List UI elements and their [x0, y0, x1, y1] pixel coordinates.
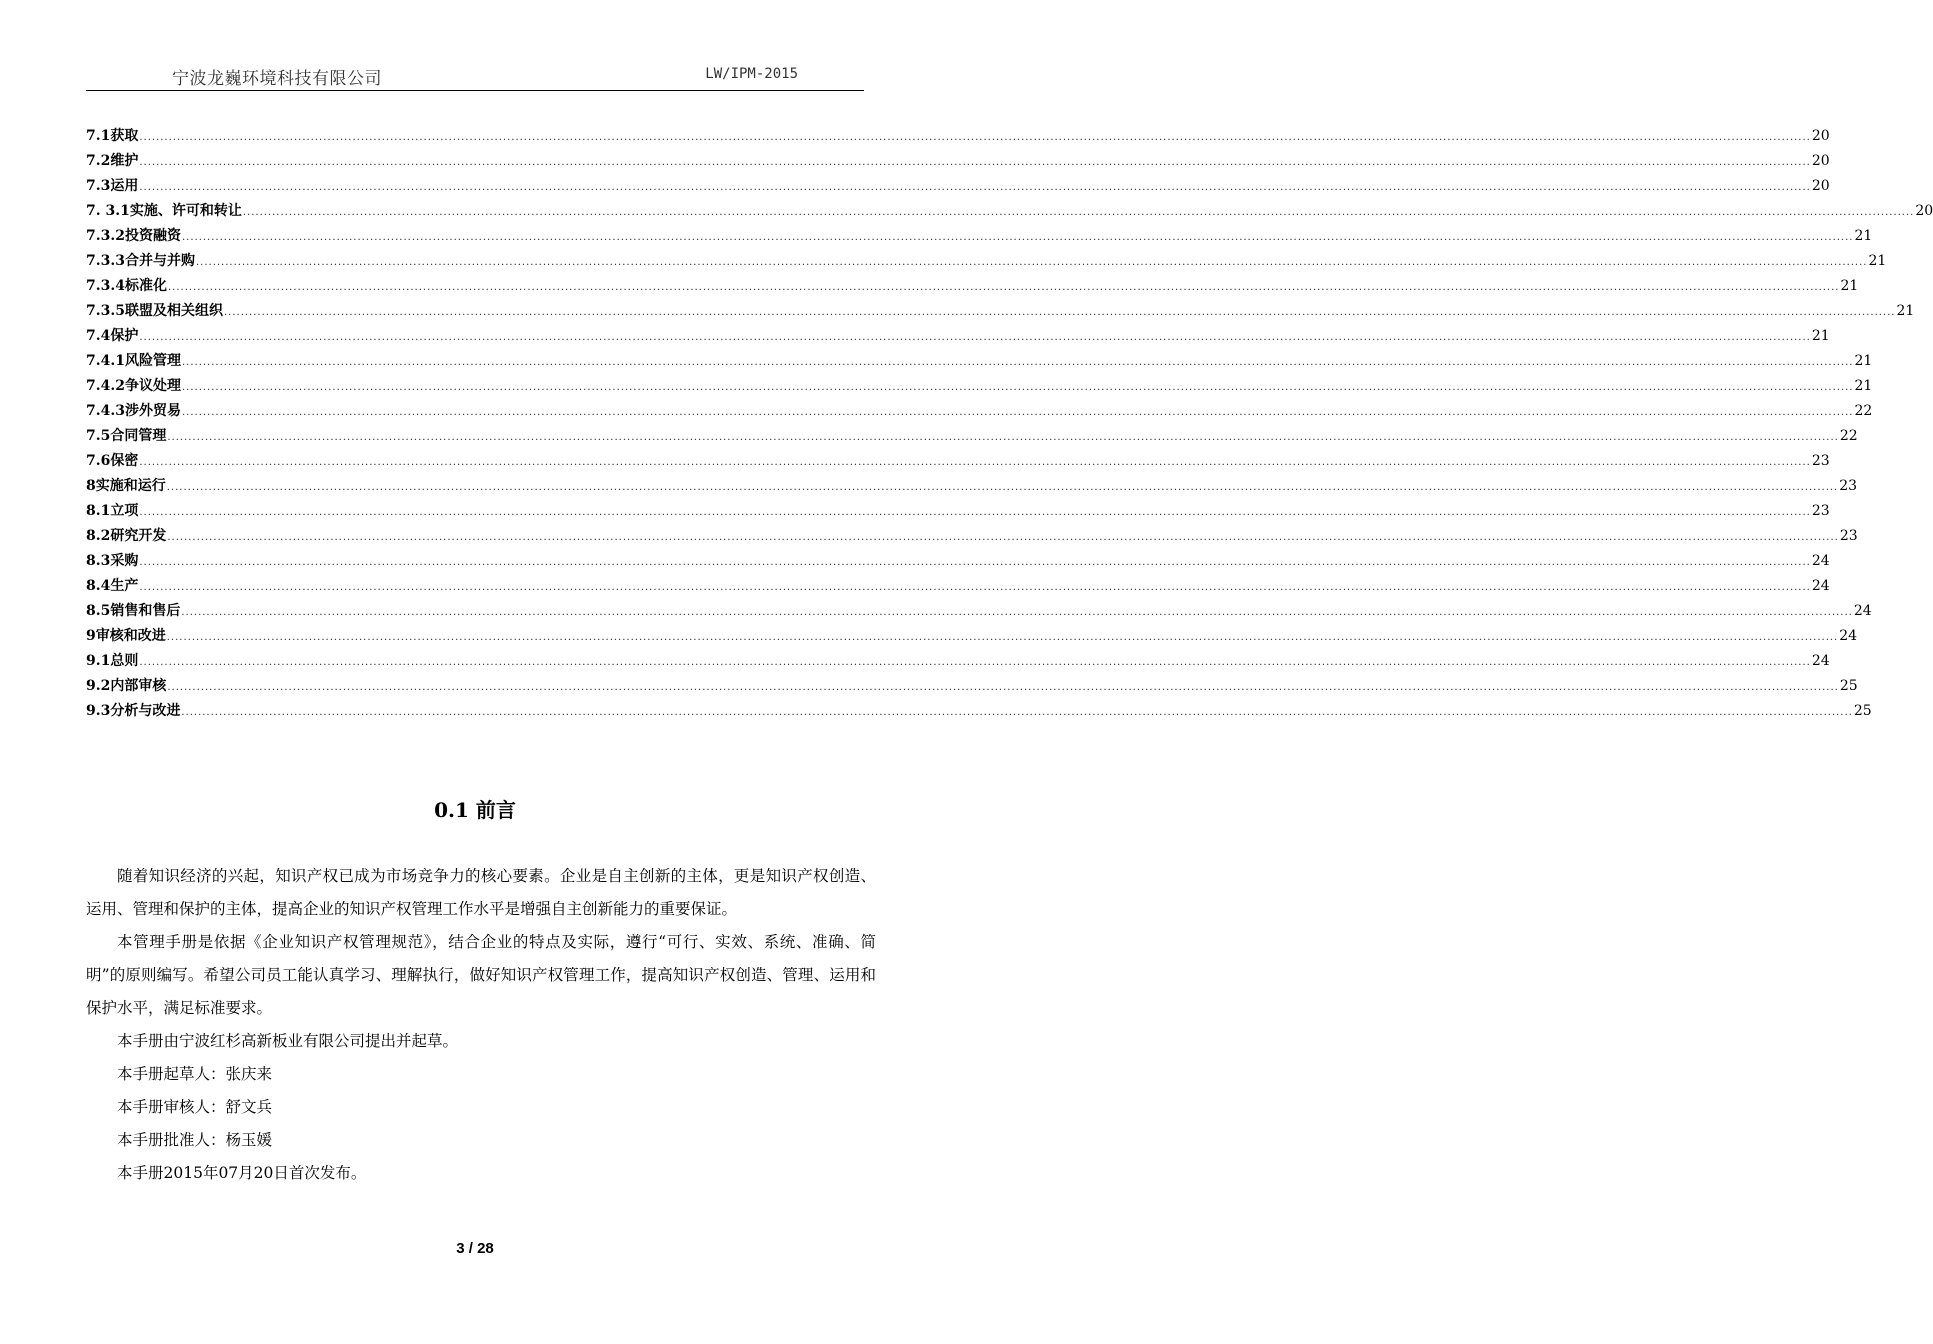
- paragraph: 本手册由宁波红杉高新板业有限公司提出并起草。: [117, 1032, 459, 1050]
- toc-entry-page: 21: [1868, 253, 1887, 269]
- toc-entry-page: 22: [1839, 428, 1858, 444]
- toc-entry[interactable]: [86, 524, 1858, 549]
- toc-dot-leader: ................................................................................................................................................................................................................................................................................................................................................................................................................: [167, 532, 1839, 543]
- toc-entry-page: 20: [1811, 178, 1830, 194]
- toc-entry-label: 8.4生产: [86, 578, 139, 594]
- toc-entry[interactable]: [86, 624, 1858, 649]
- toc-dot-leader: ................................................................................................................................................................................................................................................................................................................................................................................................................: [139, 157, 1811, 168]
- toc-entry[interactable]: [86, 599, 1872, 624]
- paragraph: 本手册2015年07月20日首次发布。: [117, 1164, 367, 1182]
- page-header: [86, 62, 864, 91]
- toc-entry-label: 7.4保护: [86, 328, 139, 344]
- toc-entry[interactable]: [86, 499, 1830, 524]
- toc-entry-label: 7.6保密: [86, 453, 139, 469]
- toc-dot-leader: ................................................................................................................................................................................................................................................................................................................................................................................................................: [181, 382, 1854, 393]
- section-title: 0.1 前言: [434, 798, 516, 822]
- toc-entry-page: 21: [1854, 378, 1873, 394]
- toc-entry[interactable]: [86, 324, 1830, 349]
- toc-entry[interactable]: [86, 549, 1830, 574]
- toc-entry-page: 25: [1839, 678, 1858, 694]
- toc-entry-page: 21: [1854, 353, 1873, 369]
- toc-entry[interactable]: [86, 349, 1873, 374]
- toc-entry-label: 9.1总则: [86, 653, 139, 669]
- toc-entry-page: 24: [1811, 653, 1830, 669]
- toc-entry[interactable]: [86, 649, 1830, 674]
- toc-dot-leader: ................................................................................................................................................................................................................................................................................................................................................................................................................: [139, 182, 1811, 193]
- toc-entry[interactable]: [86, 174, 1830, 199]
- toc-entry[interactable]: [86, 224, 1873, 249]
- toc-dot-leader: ................................................................................................................................................................................................................................................................................................................................................................................................................: [181, 232, 1854, 243]
- company-name: 宁波龙巍环境科技有限公司: [172, 69, 382, 89]
- toc-entry-page: 21: [1854, 228, 1873, 244]
- toc-dot-leader: ................................................................................................................................................................................................................................................................................................................................................................................................................: [242, 207, 1915, 218]
- toc-entry-page: 24: [1839, 628, 1858, 644]
- toc-entry[interactable]: [86, 399, 1873, 424]
- toc-entry-page: 23: [1839, 478, 1858, 494]
- toc-entry[interactable]: [86, 674, 1858, 699]
- toc-entry[interactable]: [86, 424, 1858, 449]
- toc-entry-page: 21: [1840, 278, 1859, 294]
- paragraph: 本手册起草人：张庆来: [117, 1065, 273, 1083]
- toc-entry-page: 20: [1915, 203, 1933, 219]
- toc-entry[interactable]: [86, 274, 1859, 299]
- toc-dot-leader: ................................................................................................................................................................................................................................................................................................................................................................................................................: [139, 582, 1811, 593]
- toc-entry[interactable]: [86, 299, 1915, 324]
- toc-dot-leader: ................................................................................................................................................................................................................................................................................................................................................................................................................: [166, 482, 1839, 493]
- paragraph: 随着知识经济的兴起，知识产权已成为市场竞争力的核心要素。企业是自主创新的主体，更是知识产权创造、运用、管理和保护的主体，提高企业的知识产权管理工作水平是增强自主创新能力的重要保证。: [86, 867, 876, 918]
- toc-dot-leader: ................................................................................................................................................................................................................................................................................................................................................................................................................: [195, 257, 1868, 268]
- toc-entry[interactable]: [86, 374, 1873, 399]
- toc-entry-label: 7.2维护: [86, 153, 139, 169]
- toc-entry[interactable]: [86, 149, 1830, 174]
- toc-dot-leader: ................................................................................................................................................................................................................................................................................................................................................................................................................: [139, 657, 1811, 668]
- toc-entry-page: 25: [1853, 703, 1872, 719]
- paragraph: 本管理手册是依据《企业知识产权管理规范》，结合企业的特点及实际，遵行“可行、实效、系统、准确、简明”的原则编写。希望公司员工能认真学习、理解执行，做好知识产权管理工作，提高知识产权创造、管理、运用和保护水平，满足标准要求。: [86, 933, 876, 1017]
- toc-entry[interactable]: [86, 124, 1830, 149]
- toc-dot-leader: ................................................................................................................................................................................................................................................................................................................................................................................................................: [167, 282, 1840, 293]
- table-of-contents: [86, 124, 1933, 724]
- toc-dot-leader: ................................................................................................................................................................................................................................................................................................................................................................................................................: [181, 707, 1853, 718]
- toc-entry-page: 23: [1839, 528, 1858, 544]
- toc-entry-page: 24: [1853, 603, 1872, 619]
- toc-dot-leader: ................................................................................................................................................................................................................................................................................................................................................................................................................: [167, 682, 1839, 693]
- toc-dot-leader: ................................................................................................................................................................................................................................................................................................................................................................................................................: [181, 607, 1853, 618]
- toc-entry[interactable]: [86, 474, 1858, 499]
- toc-entry-label: 7.3.4标准化: [86, 278, 167, 294]
- toc-dot-leader: ................................................................................................................................................................................................................................................................................................................................................................................................................: [139, 557, 1811, 568]
- toc-entry-page: 21: [1811, 328, 1830, 344]
- toc-entry-page: 21: [1896, 303, 1915, 319]
- toc-dot-leader: ................................................................................................................................................................................................................................................................................................................................................................................................................: [181, 407, 1854, 418]
- toc-entry-label: 7.3.3合并与并购: [86, 253, 195, 269]
- toc-entry[interactable]: [86, 199, 1933, 224]
- toc-entry[interactable]: [86, 449, 1830, 474]
- toc-dot-leader: ................................................................................................................................................................................................................................................................................................................................................................................................................: [139, 457, 1811, 468]
- toc-entry-page: 23: [1811, 453, 1830, 469]
- toc-dot-leader: ................................................................................................................................................................................................................................................................................................................................................................................................................: [167, 432, 1839, 443]
- toc-entry-label: 7.3.5联盟及相关组织: [86, 303, 223, 319]
- toc-entry-page: 22: [1854, 403, 1873, 419]
- toc-entry-page: 20: [1811, 153, 1830, 169]
- toc-entry-label: 7.5合同管理: [86, 428, 167, 444]
- toc-entry-page: 20: [1811, 128, 1830, 144]
- toc-entry-label: 9.3分析与改进: [86, 703, 181, 719]
- toc-dot-leader: ................................................................................................................................................................................................................................................................................................................................................................................................................: [139, 332, 1811, 343]
- paragraph: 本手册批准人：杨玉媛: [117, 1131, 273, 1149]
- toc-entry-label: 7.1获取: [86, 128, 139, 144]
- toc-entry-page: 24: [1811, 578, 1830, 594]
- page-number: 3 / 28: [456, 1240, 494, 1257]
- toc-dot-leader: ................................................................................................................................................................................................................................................................................................................................................................................................................: [139, 507, 1811, 518]
- toc-entry-label: 7.3运用: [86, 178, 139, 194]
- toc-dot-leader: ................................................................................................................................................................................................................................................................................................................................................................................................................: [166, 632, 1839, 643]
- toc-dot-leader: ................................................................................................................................................................................................................................................................................................................................................................................................................: [139, 132, 1811, 143]
- document-id: LW/IPM-2015: [705, 66, 798, 82]
- toc-entry-label: 8.5销售和售后: [86, 603, 181, 619]
- toc-entry-label: 8.2研究开发: [86, 528, 167, 544]
- toc-entry-page: 23: [1811, 503, 1830, 519]
- toc-entry[interactable]: [86, 699, 1872, 724]
- paragraph: 本手册审核人：舒文兵: [117, 1098, 273, 1116]
- toc-entry-label: 9审核和改进: [86, 628, 166, 644]
- toc-entry-label: 7. 3.1实施、许可和转让: [86, 203, 242, 219]
- toc-entry-label: 9.2内部审核: [86, 678, 167, 694]
- toc-entry-page: 24: [1811, 553, 1830, 569]
- toc-dot-leader: ................................................................................................................................................................................................................................................................................................................................................................................................................: [223, 307, 1896, 318]
- toc-entry-label: 7.4.2争议处理: [86, 378, 181, 394]
- toc-dot-leader: ................................................................................................................................................................................................................................................................................................................................................................................................................: [181, 357, 1854, 368]
- preface-body: [86, 860, 876, 1190]
- toc-entry-label: 7.4.3涉外贸易: [86, 403, 181, 419]
- toc-entry-label: 8.3采购: [86, 553, 139, 569]
- toc-entry-label: 7.3.2投资融资: [86, 228, 181, 244]
- toc-entry[interactable]: [86, 574, 1830, 599]
- toc-entry-label: 7.4.1风险管理: [86, 353, 181, 369]
- toc-entry-label: 8.1立项: [86, 503, 139, 519]
- toc-entry[interactable]: [86, 249, 1887, 274]
- toc-entry-label: 8实施和运行: [86, 478, 166, 494]
